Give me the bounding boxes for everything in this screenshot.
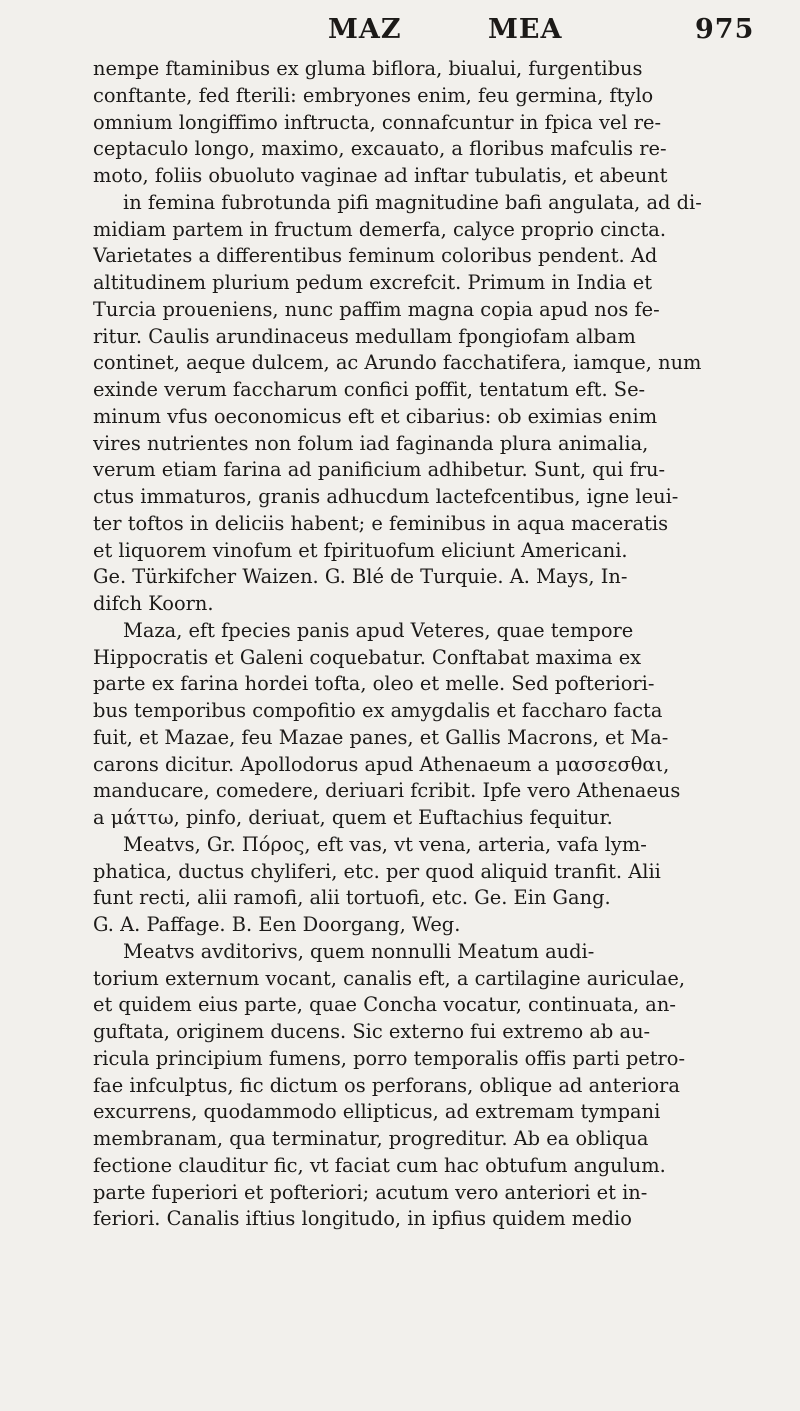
text-line: Varietates a differentibus feminum coloribus pendent. Ad (93, 244, 658, 268)
header-left-word: MAZ (328, 14, 402, 45)
text-line: carons dicitur. Apollodorus apud Athenaeum a μασσεσθαι, (93, 752, 670, 776)
text-line: altitudinem plurium pedum excrefcit. Primum in India et (93, 271, 653, 294)
text-line: manducare, comedere, deriuari fcribit. Ipfe vero Athenaeus (93, 779, 681, 803)
running-header (0, 14, 800, 54)
text-line: ritur. Caulis arundinaceus medullam fpongiofam albam (93, 324, 636, 348)
entry-heading-line: Meatvs avditorivs, quem nonnulli Meatum audi- (123, 939, 595, 963)
text-line: moto, foliis obuoluto vaginae ad inftar tubulatis, et abeunt (93, 164, 668, 187)
text-line: membranam, qua terminatur, progreditur. Ab ea obliqua (93, 1127, 649, 1150)
entry-heading-line: Meatvs, Gr. Πόρος, eft vas, vt vena, arteria, vafa lym- (123, 832, 647, 856)
text-line: et liquorem vinofum et fpirituofum eliciunt Americani. (93, 538, 628, 562)
text-line: fae infculptus, fic dictum os perforans, oblique ad anteriora (93, 1073, 680, 1097)
text-line: guftata, originem ducens. Sic externo fui extremo ab au- (93, 1020, 651, 1043)
header-middle-word: MEA (488, 14, 563, 45)
text-line: parte fuperiori et pofteriori; acutum vero anteriori et in- (93, 1180, 648, 1204)
text-line: bus temporibus compofitio ex amygdalis et faccharo facta (93, 699, 663, 722)
text-line: parte ex farina hordei tofta, oleo et melle. Sed pofteriori- (93, 672, 655, 696)
text-line: omnium longiffimo inftructa, connafcuntur in fpica vel re- (93, 110, 662, 134)
text-line: a μάττω, pinfo, deriuat, quem et Euftachius fequitur. (93, 806, 613, 829)
text-line: conftante, fed fterili: embryones enim, feu germina, ftylo (93, 83, 654, 107)
text-line: Hippocratis et Galeni coquebatur. Conftabat maxima ex (93, 645, 642, 669)
text-line: midiam partem in fructum demerfa, calyce proprio cincta. (93, 217, 667, 241)
text-line: ctus immaturos, granis adhucdum lactefcentibus, igne leui- (93, 485, 679, 508)
text-line: nempe ftaminibus ex gluma biflora, biualui, furgentibus (93, 57, 643, 80)
entry-heading-line: Maza, eft fpecies panis apud Veteres, quae tempore (123, 618, 634, 642)
text-line: verum etiam farina ad panificium adhibetur. Sunt, qui fru- (93, 458, 666, 482)
text-line: difch Koorn. (93, 592, 214, 615)
page-number: 975 (695, 14, 755, 45)
text-line: Turcia proueniens, nunc paffim magna copia apud nos fe- (93, 297, 660, 321)
text-line: ter toftos in deliciis habent; e feminibus in aqua maceratis (93, 511, 669, 535)
text-line: exinde verum faccharum confici poffit, tentatum eft. Se- (93, 378, 646, 401)
text-line: fectione clauditur fic, vt faciat cum hac obtufum angulum. (93, 1153, 666, 1177)
text-line: ceptaculo longo, maximo, excauato, a floribus mafculis re- (93, 137, 667, 161)
text-line: feriori. Canalis iftius longitudo, in ipfius quidem medio (93, 1207, 632, 1231)
text-line: funt recti, alii ramofi, alii tortuofi, etc. Ge. Ein Gang. (93, 886, 611, 910)
text-line: G. A. Paffage. B. Een Doorgang, Weg. (93, 913, 461, 936)
body-text (93, 56, 783, 1233)
text-line: torium externum vocant, canalis eft, a cartilagine auriculae, (93, 966, 686, 990)
text-line: et quidem eius parte, quae Concha vocatur, continuata, an- (93, 993, 676, 1017)
text-line: minum vfus oeconomicus eft et cibarius: ob eximias enim (93, 404, 658, 428)
text-line: in femina fubrotunda pifi magnitudine bafi angulata, ad di- (123, 190, 702, 214)
text-line: Ge. Türkifcher Waizen. G. Blé de Turquie. A. Mays, In- (93, 565, 628, 589)
text-line: fuit, et Mazae, feu Mazae panes, et Gallis Macrons, et Ma- (93, 725, 669, 749)
text-line: excurrens, quodammodo ellipticus, ad extremam tympani (93, 1100, 661, 1124)
text-line: vires nutrientes non folum iad faginanda plura animalia, (93, 431, 649, 455)
text-line: continet, aeque dulcem, ac Arundo facchatifera, iamque, num (93, 351, 702, 375)
text-line: ricula principium fumens, porro temporalis offis parti petro- (93, 1046, 686, 1070)
text-line: phatica, ductus chyliferi, etc. per quod aliquid tranfit. Alii (93, 859, 661, 883)
